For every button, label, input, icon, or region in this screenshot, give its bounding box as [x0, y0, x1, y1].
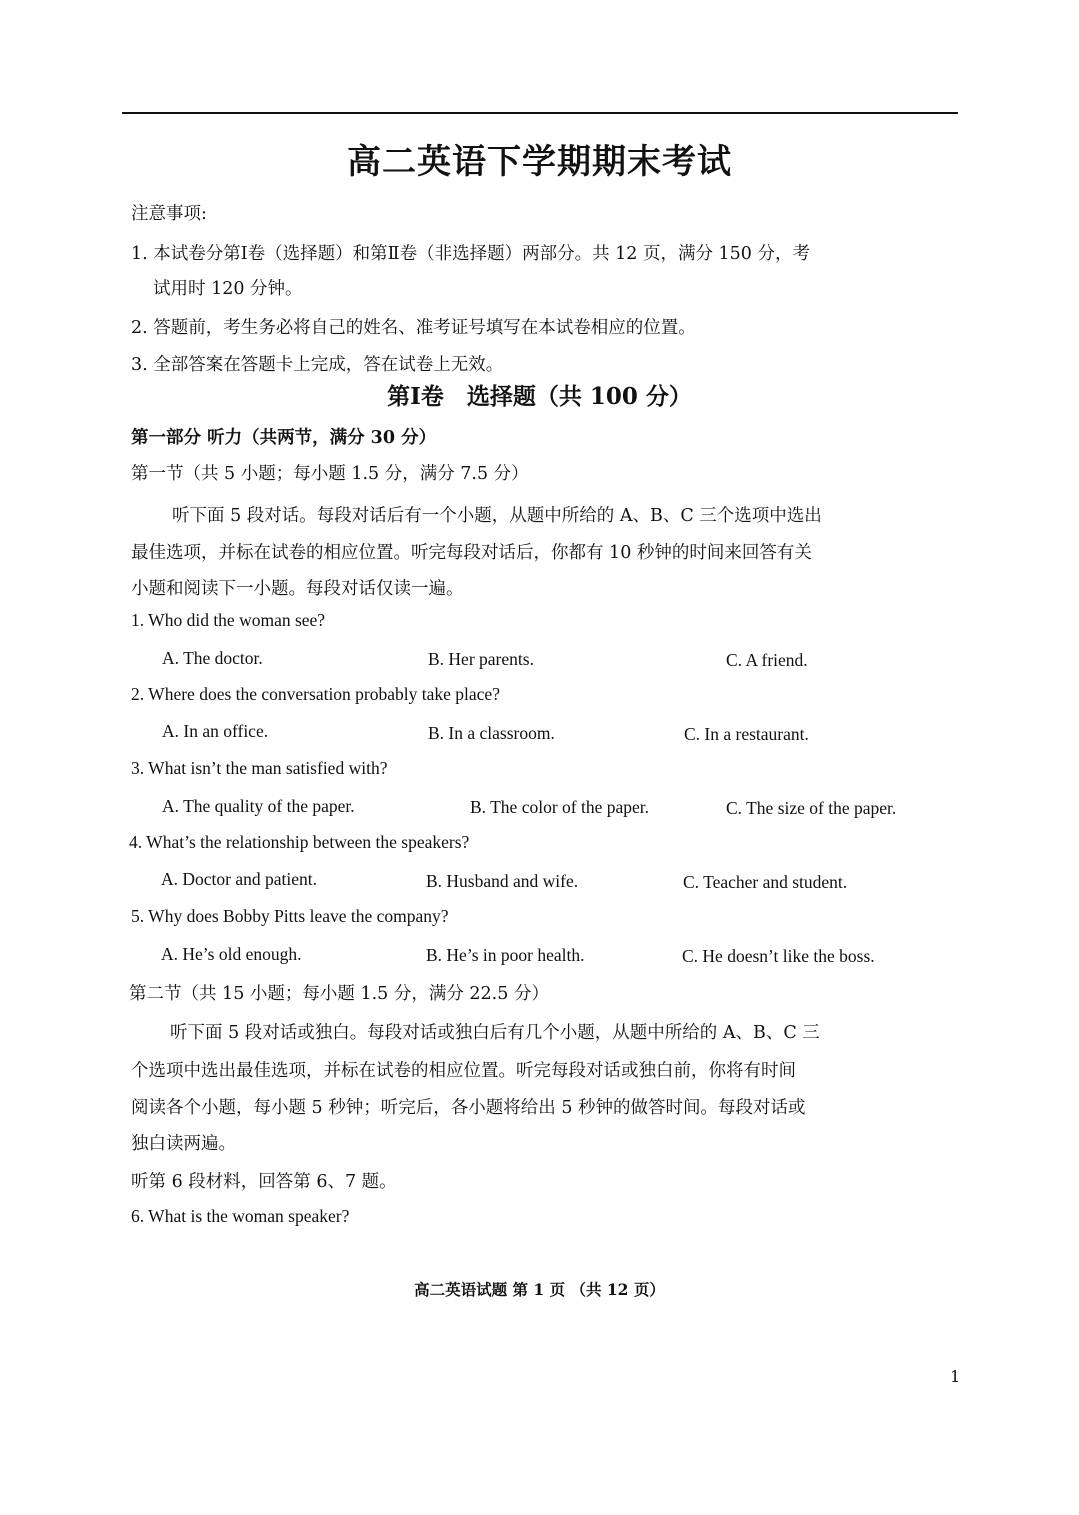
- notes-item-1-line-2: 试用时 120 分钟。: [153, 279, 303, 299]
- question-5-option-c: C. He doesn’t like the boss.: [682, 946, 875, 966]
- page-footer: 高二英语试题 第 1 页 （共 12 页）: [414, 1280, 665, 1299]
- question-3-stem: 3. What isn’t the man satisfied with?: [131, 758, 388, 778]
- question-3-option-a: A. The quality of the paper.: [162, 796, 355, 816]
- notes-item-2: 2. 答题前，考生务必将自己的姓名、准考证号填写在本试卷相应的位置。: [131, 318, 696, 338]
- question-4-option-a: A. Doctor and patient.: [161, 869, 317, 889]
- section-1-instructions-line-3: 小题和阅读下一小题。每段对话仅读一遍。: [131, 579, 464, 599]
- part-1-heading: 第一部分 听力（共两节，满分 30 分）: [131, 428, 437, 448]
- question-3-option-b: B. The color of the paper.: [470, 797, 649, 817]
- question-4-option-b: B. Husband and wife.: [426, 871, 579, 891]
- section-2-instructions-line-2: 个选项中选出最佳选项，并标在试卷的相应位置。听完每段对话或独白前，你将有时间: [131, 1061, 796, 1081]
- question-5-option-b: B. He’s in poor health.: [426, 945, 585, 965]
- question-4-stem: 4. What’s the relationship between the speakers?: [129, 832, 470, 852]
- top-rule: [122, 112, 958, 114]
- notes-heading: 注意事项:: [131, 204, 207, 224]
- page-number: 1: [950, 1367, 961, 1386]
- question-1-option-a: A. The doctor.: [162, 648, 263, 668]
- exam-title: 高二英语下学期期末考试: [347, 142, 732, 182]
- section-2-instructions-line-3: 阅读各个小题，每小题 5 秒钟；听完后，各小题将给出 5 秒钟的做答时间。每段对话或: [131, 1098, 806, 1118]
- section-2-instructions-line-4: 独白读两遍。: [131, 1134, 236, 1154]
- section-2-instructions-line-1: 听下面 5 段对话或独白。每段对话或独白后有几个小题，从题中所给的 A、B、C 三: [170, 1023, 820, 1043]
- question-2-option-c: C. In a restaurant.: [684, 724, 809, 744]
- section-1-heading: 第一节（共 5 小题；每小题 1.5 分，满分 7.5 分）: [131, 464, 529, 484]
- notes-item-1-line-1: 1. 本试卷分第Ⅰ卷（选择题）和第Ⅱ卷（非选择题）两部分。共 12 页，满分 150 分，考: [131, 244, 810, 264]
- question-6-stem: 6. What is the woman speaker?: [131, 1206, 350, 1226]
- section-1-instructions-line-2: 最佳选项，并标在试卷的相应位置。听完每段对话后，你都有 10 秒钟的时间来回答有关: [131, 543, 812, 563]
- volume-1-heading: 第Ⅰ卷 选择题（共 100 分）: [387, 383, 692, 410]
- question-1-option-b: B. Her parents.: [428, 649, 534, 669]
- question-5-option-a: A. He’s old enough.: [161, 944, 302, 964]
- notes-item-3: 3. 全部答案在答题卡上完成，答在试卷上无效。: [131, 355, 504, 375]
- question-4-option-c: C. Teacher and student.: [683, 872, 848, 892]
- question-1-stem: 1. Who did the woman see?: [131, 610, 326, 630]
- question-5-stem: 5. Why does Bobby Pitts leave the company?: [131, 906, 449, 926]
- section-2-heading: 第二节（共 15 小题；每小题 1.5 分，满分 22.5 分）: [129, 984, 549, 1004]
- question-3-option-c: C. The size of the paper.: [726, 798, 897, 818]
- question-1-option-c: C. A friend.: [726, 650, 808, 670]
- material-6-note: 听第 6 段材料，回答第 6、7 题。: [131, 1172, 397, 1192]
- question-2-stem: 2. Where does the conversation probably take place?: [131, 684, 500, 704]
- section-1-instructions-line-1: 听下面 5 段对话。每段对话后有一个小题，从题中所给的 A、B、C 三个选项中选出: [172, 506, 822, 526]
- question-2-option-b: B. In a classroom.: [428, 723, 555, 743]
- question-2-option-a: A. In an office.: [162, 721, 269, 741]
